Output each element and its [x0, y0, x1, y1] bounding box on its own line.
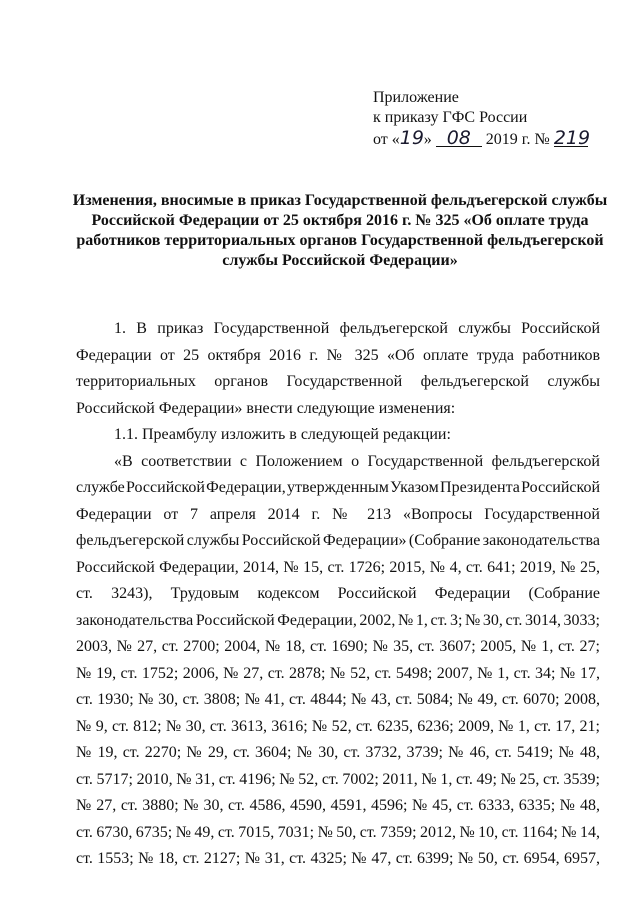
- body-line: № 9, ст. 812; № 30, ст. 3613, 3616; № 52, ст. 6235, 6236; 2009, № 1, ст. 17, 21;: [76, 717, 600, 735]
- body-line: Российской Федерации, 2014, № 15, ст. 1726; 2015, № 4, ст. 641; 2019, № 25,: [76, 558, 600, 576]
- date-prefix: от «: [373, 131, 400, 148]
- annex-date-line: [373, 127, 591, 150]
- body-line: № 19, ст. 2270; № 29, ст. 3604; № 30, ст. 3732, 3739; № 46, ст. 5419; № 48,: [76, 744, 600, 761]
- body-line: законодательства Российской Федерации, 2002, № 1, ст. 3; № 30, ст. 3014, 3033;: [76, 611, 601, 629]
- body-line: ст. 5717; 2010, № 31, ст. 4196; № 52, ст. 7002; 2011, № 1, ст. 49; № 25, ст. 3539;: [76, 770, 600, 788]
- body-line: 1. В приказ Государственной фельдъегерской службы Российской: [114, 320, 600, 337]
- number-blank: [553, 127, 591, 149]
- body-line: Федерации от 25 октября 2016 г. № 325 «Об оплате труда работников: [76, 346, 600, 364]
- handwritten-month: 08: [446, 127, 471, 149]
- body-line: № 27, ст. 3880; № 30, ст. 4586, 4590, 4591, 4596; № 45, ст. 6333, 6335; № 48,: [76, 797, 600, 814]
- document-body: [76, 316, 600, 873]
- body-line: ст. 3243), Трудовым кодексом Российской Федерации (Собрание: [76, 585, 600, 602]
- body-line: № 19, ст. 1752; 2006, № 27, ст. 2878; № 52, ст. 5498; 2007, № 1, ст. 34; № 17,: [76, 664, 600, 682]
- handwritten-number: 219: [553, 127, 591, 149]
- annex-header: [373, 88, 591, 150]
- body-line: ст. 6730, 6735; № 49, ст. 7015, 7031; № 50, ст. 7359; 2012, № 10, ст. 1164; № 14,: [76, 823, 601, 841]
- annex-order-ref: к приказу ГФС России: [373, 109, 528, 126]
- annex-label: Приложение: [373, 89, 459, 106]
- body-line: ст. 1553; № 18, ст. 2127; № 31, ст. 4325; № 47, ст. 6399; № 50, ст. 6954, 6957,: [76, 850, 600, 867]
- body-line: фельдъегерской службы Российской Федерации» (Собрание законодательства: [76, 532, 601, 549]
- title-line: Российской Федерации от 25 октября 2016 г. № 325 «Об оплате труда: [91, 212, 589, 229]
- body-line: Федерации от 7 апреля 2014 г. № 213 «Вопросы Государственной: [76, 505, 600, 523]
- title-line: службы Российской Федерации»: [222, 252, 458, 269]
- body-line: 1.1. Преамбулу изложить в следующей редакции:: [114, 426, 451, 443]
- body-line: территориальных органов Государственной фельдъегерской службы: [76, 373, 600, 390]
- document-title: [70, 191, 610, 271]
- month-blank: [436, 128, 482, 147]
- body-line: «В соответствии с Положением о Государственной фельдъегерской: [114, 452, 600, 470]
- body-line: 2003, № 27, ст. 2700; 2004, № 18, ст. 1690; № 35, ст. 3607; 2005, № 1, ст. 27;: [76, 638, 600, 655]
- title-line: Изменения, вносимые в приказ Государственной фельдъегерской службы: [72, 192, 608, 209]
- handwritten-day: 19: [399, 127, 424, 149]
- body-line: ст. 1930; № 30, ст. 3808; № 41, ст. 4844; № 43, ст. 5084; № 49, ст. 6070; 2008,: [76, 691, 600, 708]
- year-label: 2019 г. №: [485, 131, 550, 148]
- title-line: работников территориальных органов Государственной фельдъегерской: [76, 232, 604, 249]
- date-mid: »: [423, 131, 432, 148]
- body-line: Российской Федерации» внести следующие изменения:: [76, 399, 456, 417]
- body-line: службе Российской Федерации, утвержденным Указом Президента Российской: [76, 479, 600, 496]
